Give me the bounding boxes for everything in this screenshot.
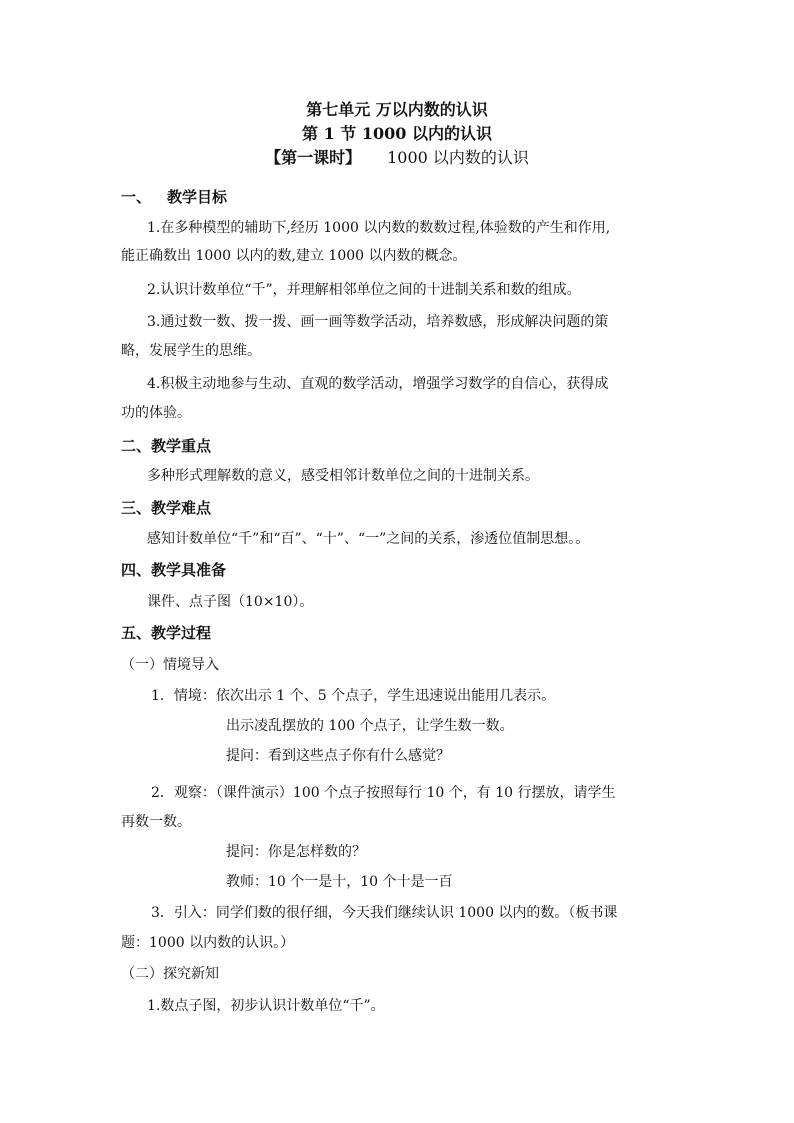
section-title-text: 教学目标 [167,188,228,206]
part1-step1-line3: 提问：看到这些点子你有什么感觉？ [226,748,450,764]
goal-4-line-1: 4.积极主动地参与生动、直观的数学活动，增强学习数学的自信心，获得成 [147,376,609,392]
part2-step1-line1: 1.数点子图，初步认识计数单位“千”。 [147,998,385,1014]
section-heading-materials: 四、教学具准备 [121,561,227,579]
lesson-tag: 【第一课时】 [265,148,362,167]
section-title: 第 1 节 1000 以内的认识 [302,124,492,143]
goal-3-line-2: 略，发展学生的思维。 [121,343,261,359]
difficulties-text: 感知计数单位“千”和“百”、“十”、“一”之间的关系，渗透位值制思想。。 [147,531,590,547]
section-heading-difficulties: 三、教学难点 [121,499,212,517]
section-number: 一、 [121,188,152,206]
section-heading-process: 五、教学过程 [121,624,212,642]
part1-step1-line1: 1．情境：依次出示 1 个、5 个点子，学生迅速说出能用几表示。 [151,688,556,704]
process-part1-title: （一）情境导入 [121,657,219,673]
goal-1-line-1: 1.在多种模型的辅助下,经历 1000 以内数的数数过程,体验数的产生和作用, [147,220,611,236]
section-heading-goals [121,187,227,207]
key-points-text: 多种形式理解数的意义，感受相邻计数单位之间的十进制关系。 [147,468,539,484]
part1-step2-line1: 2．观察：（课件演示）100 个点子按照每行 10 个，有 10 行摆放，请学生 [151,785,616,801]
lesson-title [0,148,794,168]
part1-step2-line4: 教师：10 个一是十，10 个十是一百 [226,874,453,890]
goal-2-line-1: 2.认识计数单位“千”，并理解相邻单位之间的十进制关系和数的组成。 [147,282,581,298]
goal-3-line-1: 3.通过数一数、拨一拨、画一画等数学活动，培养数感，形成解决问题的策 [147,314,609,330]
materials-text: 课件、点子图（10×10）。 [147,594,314,610]
lesson-name: 1000 以内数的认识 [387,148,529,167]
process-part2-title: （二）探究新知 [121,966,219,982]
goal-4-line-2: 功的体验。 [121,405,191,421]
goal-1-line-2: 能正确数出 1000 以内的数,建立 1000 以内数的概念。 [121,248,467,264]
section-heading-key-points: 二、教学重点 [121,437,212,455]
part1-step3-line1: 3．引入：同学们数的很仔细，今天我们继续认识 1000 以内的数。（板书课 [151,905,618,921]
unit-title: 第七单元 万以内数的认识 [306,100,488,119]
part1-step2-line2: 再数一数。 [121,814,191,830]
part1-step1-line2: 出示凌乱摆放的 100 个点子，让学生数一数。 [226,718,514,734]
part1-step3-line2: 题：1000 以内数的认识。） [121,935,295,951]
part1-step2-line3: 提问：你是怎样数的？ [226,844,366,860]
